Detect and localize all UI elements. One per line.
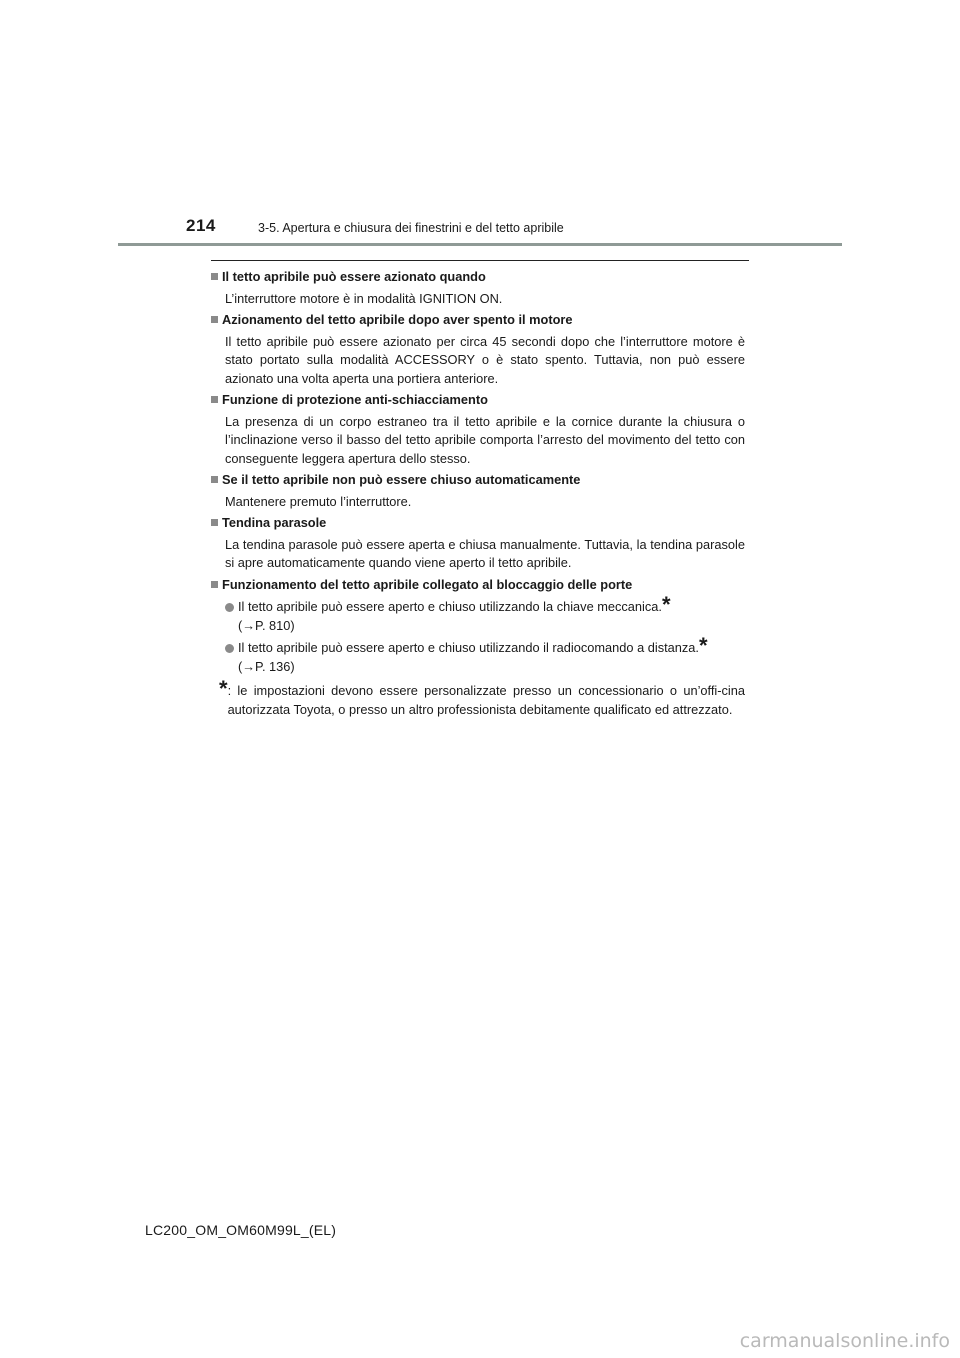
item-heading-text: Il tetto apribile può essere azionato quando xyxy=(222,269,486,284)
item-body: La tendina parasole può essere aperta e chiusa manualmente. Tuttavia, la tendina parasole si apre automaticamente quando viene aperto il tetto apribile. xyxy=(225,536,745,570)
item-heading-text: Se il tetto apribile non può essere chiuso automaticamente xyxy=(222,472,581,487)
item-heading xyxy=(211,514,745,533)
item-body: Il tetto apribile può essere azionato per circa 45 secondi dopo che l’interruttore motore è stato portato sulla modalità ACCESSORY o è stato spento. Tuttavia, non può essere azionato una volta aperta una portiera anteriore. xyxy=(225,333,745,386)
page-number: 214 xyxy=(186,216,216,235)
item-heading-text: Funzione di protezione anti-schiacciamento xyxy=(222,392,488,407)
item-door-lock-linked xyxy=(211,576,745,677)
item-heading-text: Azionamento del tetto apribile dopo aver spento il motore xyxy=(222,312,573,327)
footnote-asterisk: * xyxy=(219,676,228,701)
bullet-text: Il tetto apribile può essere aperto e chiuso utilizzando il radiocomando a distanza. xyxy=(238,640,699,655)
bullet-text: Il tetto apribile può essere aperto e chiuso utilizzando la chiave meccanica. xyxy=(238,599,662,614)
item-heading xyxy=(211,311,745,330)
item-after-engine-off xyxy=(211,311,745,388)
document-code: LC200_OM_OM60M99L_(EL) xyxy=(145,1222,337,1238)
square-bullet-icon xyxy=(211,476,218,483)
footnote-text: : le impostazioni devono essere personalizzate presso un concessionario o un’offi-cina autorizzata Toyota, o presso un altro professionista debitamente qualificato ed attrezzato. xyxy=(227,683,745,717)
item-heading xyxy=(211,391,745,410)
page-reference-link[interactable]: (→P. 136) xyxy=(238,658,295,674)
asterisk-mark: * xyxy=(698,633,708,658)
item-heading-text: Funzionamento del tetto apribile collegato al bloccaggio delle porte xyxy=(222,576,633,592)
page-reference-link[interactable]: (→P. 810) xyxy=(238,617,295,633)
content xyxy=(211,268,745,719)
page-header xyxy=(0,0,960,250)
header-rule xyxy=(118,243,842,246)
item-sunshade xyxy=(211,514,745,573)
square-bullet-icon xyxy=(211,581,218,588)
content-top-rule xyxy=(211,260,749,261)
item-operation-conditions xyxy=(211,268,745,308)
footnote xyxy=(211,676,745,719)
section-title: 3-5. Apertura e chiusura dei finestrini e del tetto apribile xyxy=(258,221,564,235)
item-heading xyxy=(211,268,745,287)
square-bullet-icon xyxy=(211,396,218,403)
item-cannot-close xyxy=(211,471,745,511)
item-body: La presenza di un corpo estraneo tra il tetto apribile e la cornice durante la chiusura o l’inclinazione verso il basso del tetto apribile comporta l’arresto del movimento del tetto con conseguente leggera apertura dello stesso. xyxy=(225,413,745,466)
bullet-remote-control xyxy=(211,633,745,676)
bullet-mechanical-key xyxy=(211,592,745,635)
circle-bullet-icon xyxy=(225,603,234,612)
square-bullet-icon xyxy=(211,519,218,526)
item-jam-protection xyxy=(211,391,745,468)
item-body: Mantenere premuto l’interruttore. xyxy=(225,493,412,509)
square-bullet-icon xyxy=(211,273,218,280)
item-heading-text: Tendina parasole xyxy=(222,515,327,530)
circle-bullet-icon xyxy=(225,644,234,653)
item-body: L’interruttore motore è in modalità IGNITION ON. xyxy=(225,290,503,306)
asterisk-mark: * xyxy=(661,592,671,617)
square-bullet-icon xyxy=(211,316,218,323)
watermark: carmanualsonline.info xyxy=(739,1330,950,1352)
item-heading xyxy=(211,471,745,490)
